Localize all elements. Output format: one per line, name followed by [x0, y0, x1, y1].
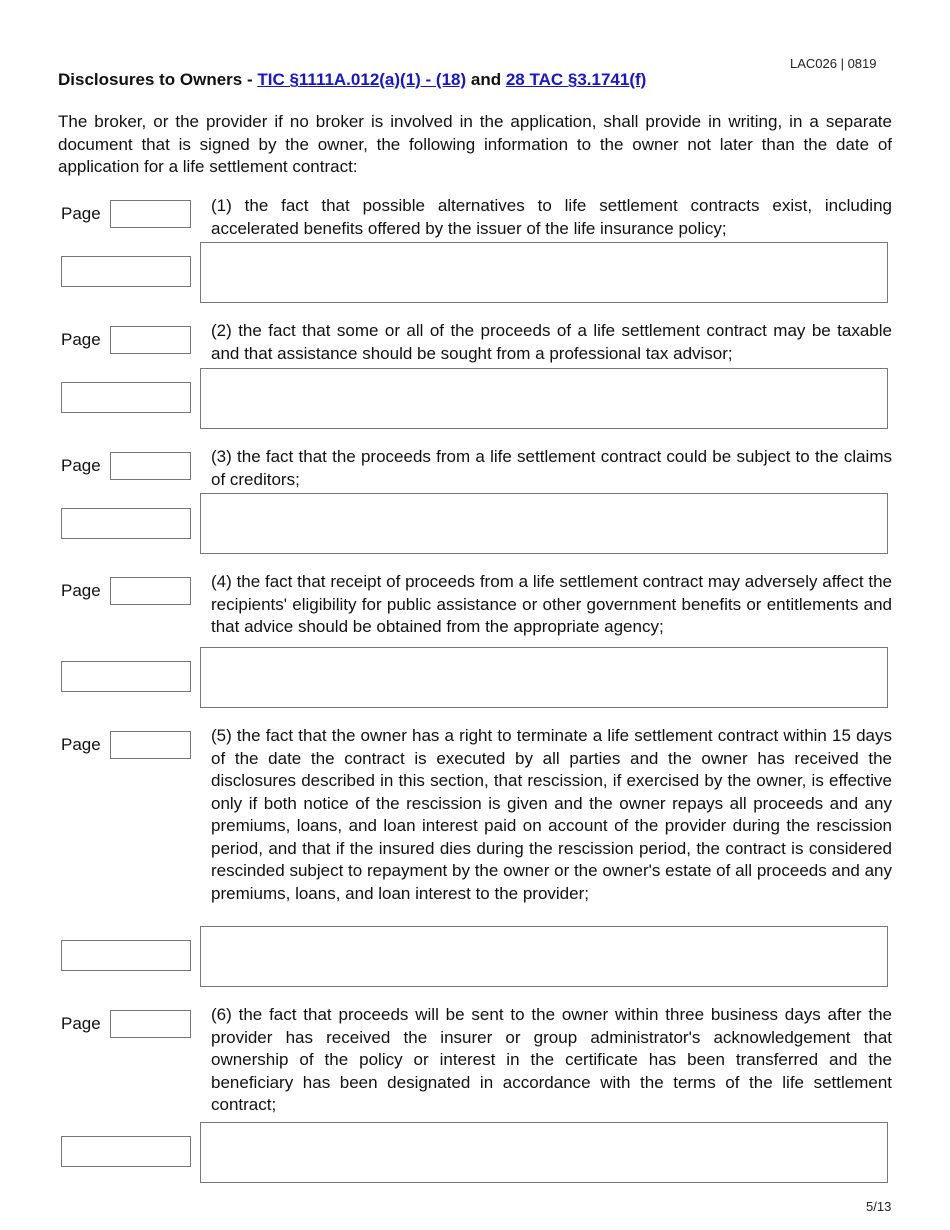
page-number-input-3[interactable] — [110, 452, 191, 480]
response-input-2[interactable] — [200, 368, 888, 429]
disclosure-item-2: (2) the fact that some or all of the proceeds of a life settlement contract may be taxable and that assistance should be sought from a professional tax advisor; — [211, 321, 892, 363]
response-input-3[interactable] — [200, 493, 888, 554]
page-label: Page — [61, 581, 101, 600]
initials-input-1[interactable] — [61, 256, 191, 287]
page-number-input-6[interactable] — [110, 1010, 191, 1038]
heading-title: Disclosures to Owners - — [58, 70, 258, 89]
heading-conjunction: and — [466, 70, 506, 89]
intro-paragraph: The broker, or the provider if no broker is involved in the application, shall provide in writing, in a separate document that is signed by the owner, the following information to the owner not later than the date of application for a life settlement contract: — [58, 112, 892, 176]
page-number-input-2[interactable] — [110, 326, 191, 354]
page-number-input-4[interactable] — [110, 577, 191, 605]
page-number-input-1[interactable] — [110, 200, 191, 228]
page-label: Page — [61, 330, 101, 349]
initials-input-2[interactable] — [61, 382, 191, 413]
initials-input-3[interactable] — [61, 508, 191, 539]
page-label: Page — [61, 456, 101, 475]
page-label: Page — [61, 735, 101, 754]
tac-rule-link[interactable]: 28 TAC §3.1741(f) — [505, 70, 647, 89]
page-number-input-5[interactable] — [110, 731, 191, 759]
disclosure-item-1: (1) the fact that possible alternatives to life settlement contracts exist, including accelerated benefits offered by the issuer of the life insurance policy; — [211, 196, 892, 238]
disclosure-item-3: (3) the fact that the proceeds from a life settlement contract could be subject to the claims of creditors; — [211, 447, 892, 489]
initials-input-4[interactable] — [61, 661, 191, 692]
tic-statute-link[interactable]: TIC §1111A.012(a)(1) - (18) — [257, 70, 467, 89]
response-input-4[interactable] — [200, 647, 888, 708]
form-code: LAC026 | 0819 — [790, 56, 877, 71]
initials-input-6[interactable] — [61, 1136, 191, 1167]
disclosure-item-6: (6) the fact that proceeds will be sent to the owner within three business days after the provider has received the insurer or group administrator's acknowledgement that ownership of the policy or interest in the certificate has been transferred and the beneficiary has been designated in accordance with the terms of the life settlement contract; — [211, 1005, 892, 1114]
disclosure-item-4: (4) the fact that receipt of proceeds from a life settlement contract may adversely affect the recipients' eligibility for public assistance or other government benefits or entitlements and that advice should be obtained from the appropriate agency; — [211, 572, 892, 636]
page-label: Page — [61, 204, 101, 223]
page-label: Page — [61, 1014, 101, 1033]
section-heading — [58, 68, 908, 92]
response-input-1[interactable] — [200, 242, 888, 303]
response-input-6[interactable] — [200, 1122, 888, 1183]
initials-input-5[interactable] — [61, 940, 191, 971]
response-input-5[interactable] — [200, 926, 888, 987]
disclosure-item-5: (5) the fact that the owner has a right to terminate a life settlement contract within 15 days of the date the contract is executed by all parties and the owner has received the disclosures described in this section, that rescission, if exercised by the owner, is effective only if both notice of the rescission is given and the owner repays all proceeds and any premiums, loans, and loan interest paid on account of the provider during the rescission period, and that if the insured dies during the rescission period, the contract is considered rescinded subject to repayment by the owner or the owner's estate of all proceeds and any premiums, loans, and loan interest to the provider; — [211, 726, 892, 903]
page-number: 5/13 — [866, 1199, 892, 1214]
